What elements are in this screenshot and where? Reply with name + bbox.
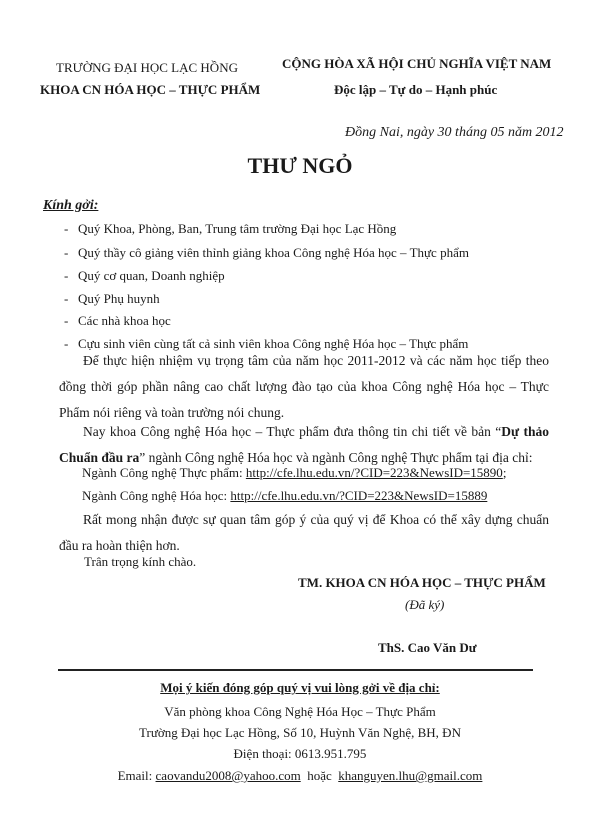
footer-divider [58, 669, 533, 671]
food-tech-link[interactable]: http://cfe.lhu.edu.vn/?CID=223&NewsID=15890 [245, 465, 503, 480]
recipient-text: Cựu sinh viên cùng tất cả sinh viên khoa Công nghệ Hóa học – Thực phẩm [78, 336, 469, 351]
recipient-text: Quý Phụ huynh [78, 291, 160, 306]
signature-org: TM. KHOA CN HÓA HỌC – THỰC PHẨM [298, 575, 546, 590]
recipient-item: - Quý thầy cô giảng viên thỉnh giảng khoa Công nghệ Hóa học – Thực phẩm [64, 245, 469, 260]
email-link-2[interactable]: khanguyen.lhu@gmail.com [338, 768, 483, 783]
food-tech-label: Ngành Công nghệ Thực phẩm: [82, 465, 246, 480]
recipient-item: - Cựu sinh viên cùng tất cả sinh viên khoa Công nghệ Hóa học – Thực phẩm [64, 336, 469, 351]
email-or: hoặc [300, 768, 339, 783]
footer-phone: Điện thoại: 0613.951.795 [233, 746, 367, 761]
draft-title: Dự thảo Chuẩn đầu ra [59, 424, 549, 465]
recipient-item: - Quý cơ quan, Doanh nghiệp [64, 268, 225, 283]
signatory-name: ThS. Cao Văn Dư [378, 640, 477, 655]
footer-heading: Mọi ý kiến đóng góp quý vị vui lòng gởi về địa chỉ: [160, 680, 440, 695]
closing: Trân trọng kính chào. [84, 554, 197, 569]
recipient-text: Quý thầy cô giảng viên thỉnh giảng khoa Công nghệ Hóa học – Thực phẩm [78, 245, 469, 260]
faculty-name: KHOA CN HÓA HỌC – THỰC PHẨM [40, 82, 261, 97]
recipient-text: Quý Khoa, Phòng, Ban, Trung tâm trường Đại học Lạc Hồng [78, 221, 397, 236]
national-motto: CỘNG HÒA XÃ HỘI CHỦ NGHĨA VIỆT NAM [282, 56, 552, 71]
signature-signed: (Đã ký) [405, 597, 445, 612]
school-name: TRƯỜNG ĐẠI HỌC LẠC HỒNG [56, 60, 238, 75]
chem-tech-link-line [82, 488, 487, 504]
recipient-item: - Các nhà khoa học [64, 313, 171, 328]
recipient-text: Các nhà khoa học [78, 313, 171, 328]
letter-date: Đồng Nai, ngày 30 tháng 05 năm 2012 [345, 125, 564, 140]
letter-title: THƯ NGỎ [247, 153, 353, 178]
recipient-item: - Quý Phụ huynh [64, 291, 160, 306]
body-paragraph-3: Rất mong nhận được sự quan tâm góp ý của quý vị để Khoa có thể xây dựng chuẩn đầu ra hoàn thiện hơn. [59, 512, 549, 553]
recipient-text: Quý cơ quan, Doanh nghiệp [78, 268, 225, 283]
footer-office: Văn phòng khoa Công Nghệ Hóa Học – Thực Phẩm [164, 704, 436, 719]
para2-text: Nay khoa Công nghệ Hóa học – Thực phẩm đưa thông tin chi tiết về bản “ [83, 424, 502, 439]
chem-tech-link[interactable]: http://cfe.lhu.edu.vn/?CID=223&NewsID=15889 [230, 488, 488, 503]
recipient-item: - Quý Khoa, Phòng, Ban, Trung tâm trường Đại học Lạc Hồng [64, 221, 397, 236]
email-label: Email: [117, 768, 156, 783]
national-slogan: Độc lập – Tự do – Hạnh phúc [334, 82, 498, 97]
footer-address: Trường Đại học Lạc Hồng, Số 10, Huỳnh Văn Nghệ, BH, ĐN [139, 725, 461, 740]
food-tech-suffix: ; [502, 465, 507, 480]
body-paragraph-1: Để thực hiện nhiệm vụ trọng tâm của năm học 2011-2012 và các năm học tiếp theo đồng thời góp phần nâng cao chất lượng đào tạo của khoa Công nghệ Hóa học – Thực Phẩm nói riêng và toàn trường nói chung. [59, 353, 549, 420]
para2-text-end: ” ngành Công nghệ Hóa học và ngành Công nghệ Thực phẩm tại địa chỉ: [139, 450, 533, 465]
footer-email-line [0, 768, 600, 784]
greeting: Kính gởi: [43, 198, 99, 213]
body-paragraph-2 [59, 419, 549, 471]
chem-tech-label: Ngành Công nghệ Hóa học: [82, 488, 231, 503]
food-tech-link-line [82, 465, 506, 481]
email-link-1[interactable]: caovandu2008@yahoo.com [155, 768, 301, 783]
